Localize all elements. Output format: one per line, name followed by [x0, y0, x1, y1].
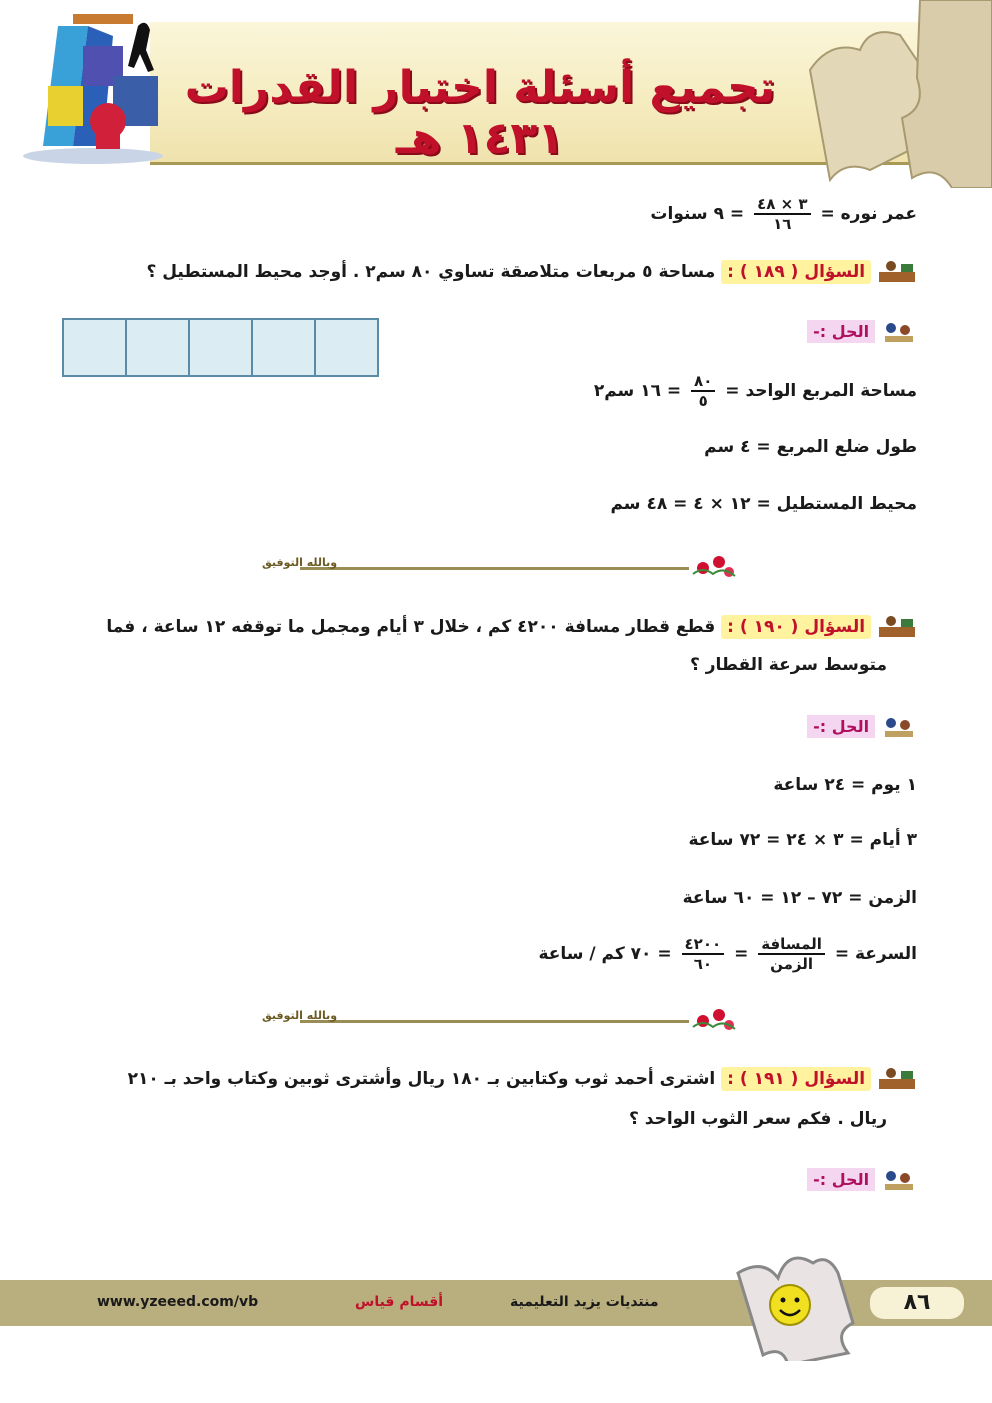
question-190-line2: متوسط سرعة القطار ؟: [689, 655, 887, 675]
student-reading-icon: [877, 615, 917, 639]
fraction-denominator: ١٦: [773, 215, 792, 233]
footer-forum: منتديات يزيد التعليمية: [510, 1294, 659, 1310]
question-191-line2: ريال . فكم سعر الثوب الواحد ؟: [628, 1109, 887, 1129]
fraction-numerator: المسافة: [758, 935, 825, 955]
fraction-denominator: ٥: [698, 392, 708, 410]
three-days-line: ٣ أيام = ٣ × ٢٤ = ٧٢ ساعة: [688, 830, 917, 850]
nora-age-line: [650, 195, 917, 233]
logo-blocks-icon: [18, 6, 168, 166]
section-divider: [262, 1003, 737, 1033]
kids-studying-icon: [881, 715, 917, 739]
fraction-numerator: ٣ × ٤٨: [754, 195, 810, 215]
speed-value-fraction: [682, 935, 725, 973]
speed-formula-fraction: [758, 935, 825, 973]
question-label: السؤال ( ١٨٩ ) :: [721, 260, 871, 284]
square-cell: [125, 320, 188, 375]
solution-190-header: [807, 715, 917, 739]
section-divider: [262, 550, 737, 580]
divider-rule: [300, 1020, 689, 1023]
question-191: [128, 1067, 917, 1091]
flowers-icon: [689, 1003, 737, 1033]
square-cell: [251, 320, 314, 375]
kids-studying-icon: [881, 320, 917, 344]
divider-caption: وبالله التوفيق: [262, 1009, 338, 1022]
question-text: قطع قطار مسافة ٤٢٠٠ كم ، خلال ٣ أيام ومجمل ما توقفه ١٢ ساعة ، فما: [106, 617, 716, 637]
smiley-puzzle-icon: [728, 1243, 858, 1361]
square-cell: [64, 320, 125, 375]
student-reading-icon: [877, 1067, 917, 1091]
fraction-numerator: ٤٢٠٠: [682, 935, 725, 955]
day-hours-line: ١ يوم = ٢٤ ساعة: [773, 775, 917, 795]
puzzle-pieces-icon: [790, 0, 992, 188]
footer-section: أقسام قياس: [355, 1294, 444, 1310]
solution-label: الحل :-: [807, 320, 875, 343]
divider-rule: [300, 567, 689, 570]
nora-age-label: عمر نوره =: [820, 204, 917, 224]
step-label: مساحة المربع الواحد =: [725, 381, 917, 401]
fraction-denominator: الزمن: [770, 955, 814, 973]
kids-studying-icon: [881, 1168, 917, 1192]
step-result: = ٧٠ كم / ساعة: [538, 944, 672, 964]
page-title: تجميع أسئلة اختبار القدرات ١٤٣١ هـ: [184, 62, 776, 164]
solution-label: الحل :-: [807, 1168, 875, 1191]
student-reading-icon: [877, 260, 917, 284]
flowers-icon: [689, 550, 737, 580]
solution-189-header: [807, 320, 917, 344]
equals-sign: =: [734, 944, 749, 964]
question-label: السؤال ( ١٩١ ) :: [721, 1067, 871, 1091]
five-squares-diagram: [62, 318, 379, 377]
question-text: مساحة ٥ مربعات متلاصقة تساوي ٨٠ سم٢ . أوجد محيط المستطيل ؟: [146, 262, 716, 282]
page-header: [0, 0, 992, 190]
speed-line: [538, 935, 917, 973]
question-label: السؤال ( ١٩٠ ) :: [721, 615, 871, 639]
nora-age-result: = ٩ سنوات: [650, 204, 745, 224]
question-190: [106, 615, 917, 639]
solution-label: الحل :-: [807, 715, 875, 738]
divider-caption: وبالله التوفيق: [262, 556, 338, 569]
page-number: ٨٦: [870, 1287, 964, 1319]
question-189: [146, 260, 917, 284]
footer-url[interactable]: www.yzeeed.com/vb: [97, 1294, 259, 1310]
nora-age-fraction: [754, 195, 810, 233]
solution-191-header: [807, 1168, 917, 1192]
square-area-line: [594, 372, 917, 410]
fraction-denominator: ٦٠: [693, 955, 712, 973]
step-result: = ١٦ سم٢: [593, 381, 682, 401]
square-cell: [314, 320, 377, 375]
side-length-line: طول ضلع المربع = ٤ سم: [704, 437, 917, 457]
question-text: اشترى أحمد ثوب وكتابين بـ ١٨٠ ريال وأشترى ثوبين وكتاب واحد بـ ٢١٠: [127, 1069, 716, 1089]
fraction-numerator: ٨٠: [691, 372, 715, 392]
perimeter-line: محيط المستطيل = ١٢ × ٤ = ٤٨ سم: [610, 494, 917, 514]
time-line: الزمن = ٧٢ – ١٢ = ٦٠ ساعة: [682, 888, 917, 908]
step-label: السرعة =: [834, 944, 917, 964]
square-cell: [188, 320, 251, 375]
square-area-fraction: [691, 372, 715, 410]
